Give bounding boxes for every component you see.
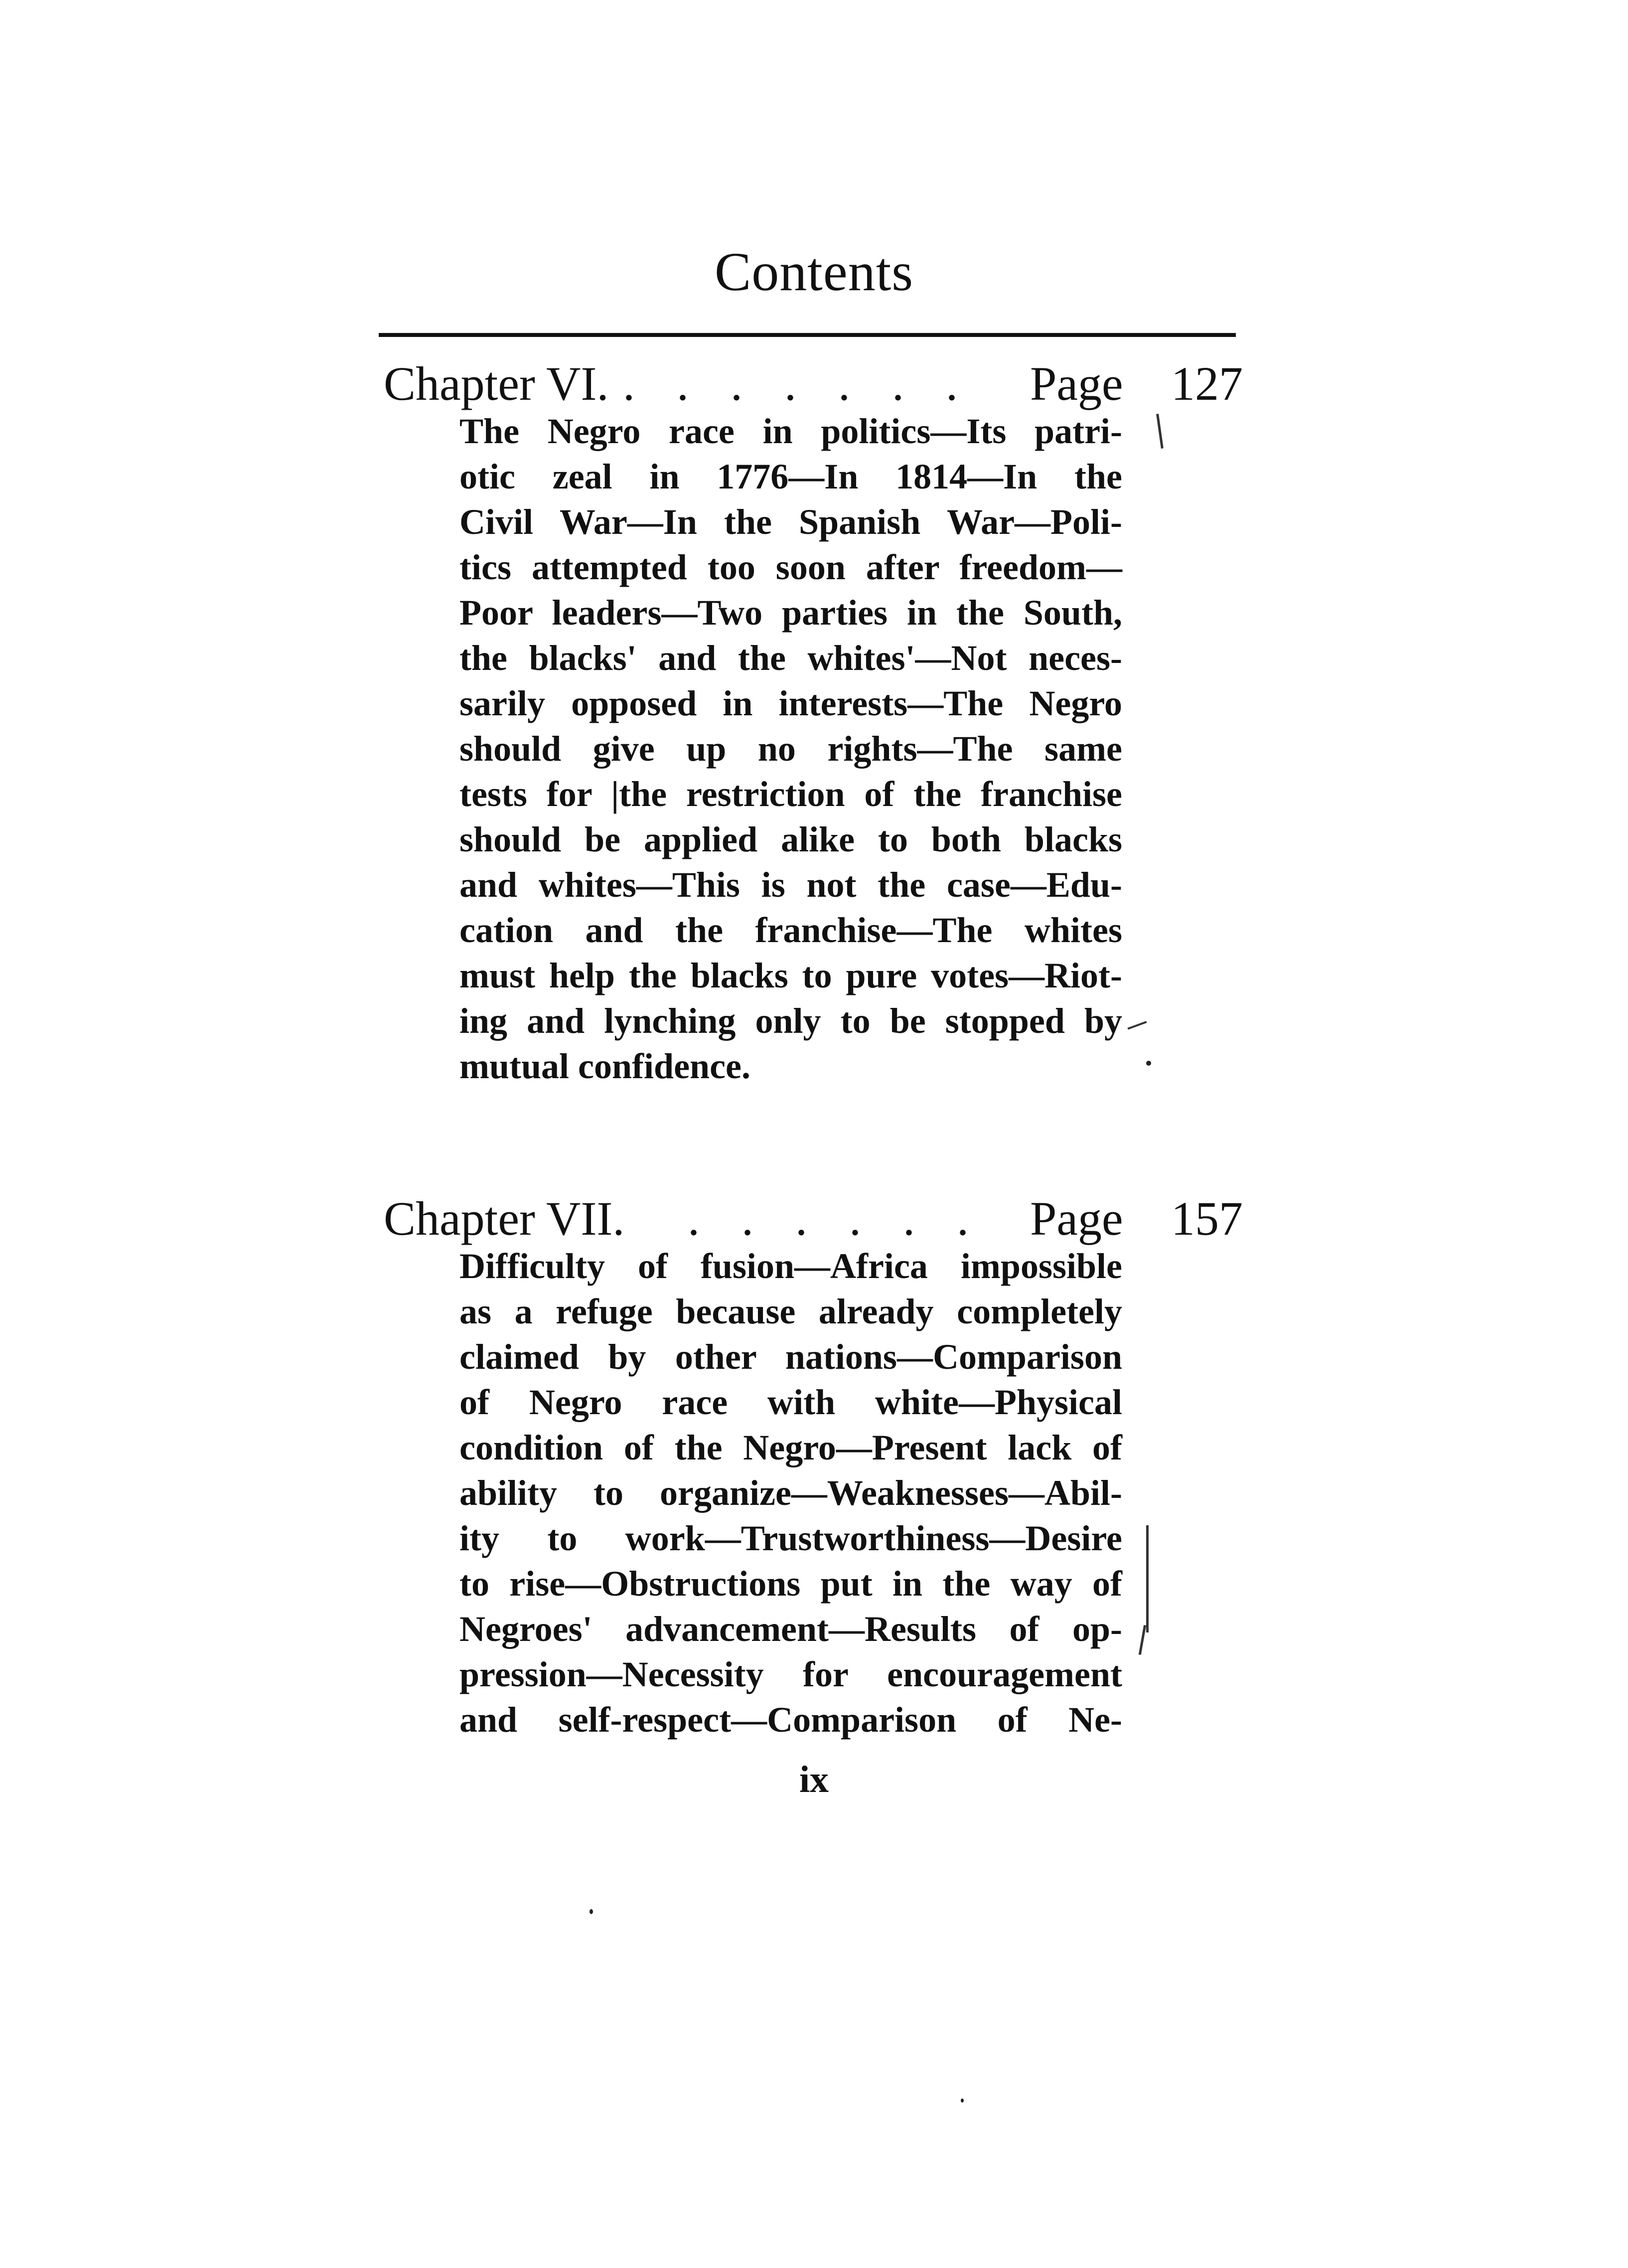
- summary-line: mutual confidence.: [459, 1046, 750, 1086]
- title-rule: [379, 333, 1236, 337]
- summary-line: Negroes' advancement—Results of op-: [459, 1609, 1122, 1649]
- chapter-6-label: Chapter VI.: [384, 357, 609, 410]
- margin-mark: [1146, 1525, 1149, 1632]
- margin-mark: [1139, 1625, 1146, 1655]
- summary-line: otic zeal in 1776—In 1814—In the: [459, 457, 1122, 496]
- summary-line: to rise—Obstructions put in the way of: [459, 1564, 1122, 1604]
- summary-line: ity to work—Trustworthiness—Desire: [459, 1518, 1122, 1558]
- summary-line: should be applied alike to both blacks: [459, 819, 1122, 859]
- summary-line: cation and the franchise—The whites: [459, 910, 1122, 950]
- margin-mark: [1156, 414, 1164, 449]
- summary-line: and whites—This is not the case—Edu-: [459, 865, 1122, 905]
- chapter-6-leader: . . . . . . .: [623, 357, 973, 410]
- chapter-7-page-word: Page: [1030, 1192, 1123, 1245]
- chapter-7-heading: [384, 1186, 1261, 1251]
- chapter-7-summary: [459, 1244, 1122, 1743]
- summary-line: Difficulty of fusion—Africa impossible: [459, 1246, 1122, 1286]
- summary-line: ing and lynching only to be stopped by: [459, 1001, 1122, 1041]
- chapter-7-page-number: 157: [1171, 1192, 1243, 1245]
- summary-line: condition of the Negro—Present lack of: [459, 1428, 1122, 1467]
- margin-dot: [1146, 1061, 1151, 1066]
- chapter-6-summary: [459, 409, 1122, 1089]
- summary-line: tests for |the restriction of the franchise: [459, 774, 1122, 814]
- summary-line: ability to organize—Weaknesses—Abil-: [459, 1473, 1122, 1513]
- summary-line: sarily opposed in interests—The Negro: [459, 683, 1122, 723]
- summary-line: The Negro race in politics—Its patri-: [459, 411, 1122, 451]
- chapter-7-label: Chapter VII.: [384, 1192, 625, 1245]
- summary-line: as a refuge because already completely: [459, 1292, 1122, 1331]
- page-folio: ix: [799, 1759, 829, 1800]
- summary-line: pression—Necessity for encouragement: [459, 1654, 1122, 1694]
- chapter-6-page-word: Page: [1030, 357, 1123, 410]
- summary-line: and self-respect—Comparison of Ne-: [459, 1700, 1122, 1740]
- margin-mark: [1128, 1021, 1147, 1029]
- summary-line: the blacks' and the whites'—Not neces-: [459, 638, 1122, 678]
- page-title: Contents: [714, 241, 914, 302]
- summary-line: Poor leaders—Two parties in the South,: [459, 593, 1122, 633]
- summary-line: Civil War—In the Spanish War—Poli-: [459, 502, 1122, 542]
- summary-line: tics attempted too soon after freedom—: [459, 547, 1122, 587]
- chapter-6-page-number: 127: [1171, 357, 1243, 410]
- chapter-6-heading: [384, 351, 1261, 416]
- summary-line: must help the blacks to pure votes—Riot-: [459, 956, 1122, 995]
- summary-line: of Negro race with white—Physical: [459, 1382, 1122, 1422]
- stray-dot: [590, 1909, 593, 1914]
- stray-dot: [961, 2099, 964, 2103]
- summary-line: should give up no rights—The same: [459, 729, 1122, 769]
- chapter-7-leader: . . . . . .: [688, 1192, 984, 1245]
- summary-line: claimed by other nations—Comparison: [459, 1337, 1122, 1377]
